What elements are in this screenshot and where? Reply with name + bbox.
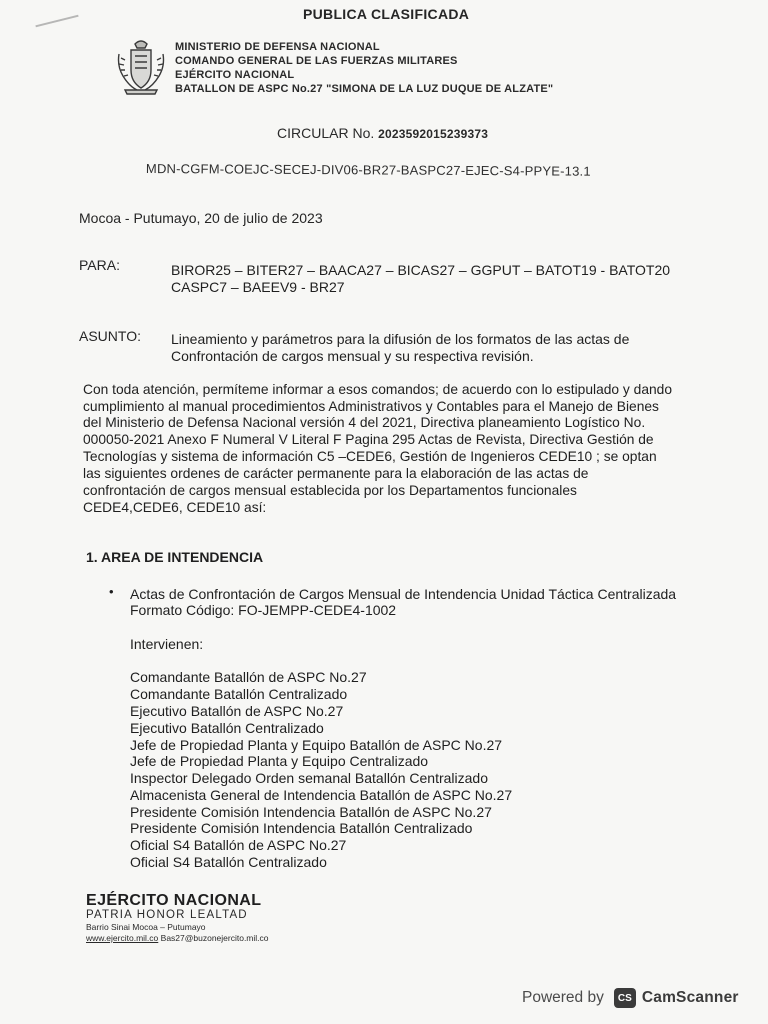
asunto-text-line: Confrontación de cargos mensual y su respectiva revisión. [171,348,534,364]
body-paragraph-line: CEDE4,CEDE6, CEDE10 así: [83,500,267,515]
header-command: COMANDO GENERAL DE LAS FUERZAS MILITARES [175,55,458,67]
body-paragraph-line: 000050-2021 Anexo F Numeral V Literal F Pagina 295 Actas de Revista, Directiva Gestión de [83,432,654,447]
circular-number [277,125,488,141]
body-paragraph-line: las siguientes ordenes de carácter permanente para la elaboración de las actas de [83,466,589,481]
circular-label: CIRCULAR No. [277,125,375,141]
body-paragraph-line: del Ministerio de Defensa Nacional versión 4 del 2021, Directiva planeamiento Logístico No. [83,415,646,430]
military-crest-icon [115,36,167,96]
footer-motto: PATRIA HONOR LEALTAD [86,909,248,921]
para-label: PARA: [79,257,120,273]
footer-address: Barrio Sinai Mocoa – Putumayo [86,922,206,932]
personnel-item: Presidente Comisión Intendencia Batallón de ASPC No.27 [130,804,492,820]
asunto-label: ASUNTO: [79,328,141,344]
powered-by-label: Powered by [522,989,604,1006]
bullet-icon: • [109,584,114,599]
personnel-item: Comandante Batallón de ASPC No.27 [130,669,367,685]
camscanner-badge [522,985,758,1011]
header-army: EJÉRCITO NACIONAL [175,69,295,81]
camscanner-logo-icon: CS [614,988,636,1008]
footer-title: EJÉRCITO NACIONAL [86,892,262,909]
body-paragraph-line: confrontación de cargos mensual establecida por los Departamentos funcionales [83,483,577,498]
personnel-item: Jefe de Propiedad Planta y Equipo Centralizado [130,753,429,769]
personnel-item: Almacenista General de Intendencia Batallón de ASPC No.27 [130,787,513,803]
footer-website-link[interactable]: www.ejercito.mil.co [86,933,159,943]
personnel-item: Ejecutivo Batallón Centralizado [130,720,324,736]
circular-number-value: 2023592015239373 [378,127,489,141]
intervienen-label: Intervienen: [130,636,204,652]
personnel-item: Jefe de Propiedad Planta y Equipo Batallón de ASPC No.27 [130,737,503,753]
footer-email: Bas27@buzonejercito.mil.co [160,933,269,943]
personnel-item: Inspector Delegado Orden semanal Batallón Centralizado [130,770,488,786]
para-recipients-line: CASPC7 – BAEEV9 - BR27 [171,279,345,295]
header-battalion: BATALLON DE ASPC No.27 "SIMONA DE LA LUZ DUQUE DE ALZATE" [175,83,554,95]
personnel-item: Comandante Batallón Centralizado [130,686,348,702]
body-paragraph-line: Con toda atención, permíteme informar a esos comandos; de acuerdo con lo estipulado y dando [83,382,673,397]
section-title: 1. AREA DE INTENDENCIA [86,549,264,565]
reference-code: MDN-CGFM-COEJC-SECEJ-DIV06-BR27-BASPC27-EJEC-S4-PPYE-13.1 [145,161,591,179]
body-paragraph-line: cumplimiento al manual procedimientos Administrativos y Contables para el Manejo de Bienes [83,399,659,414]
personnel-item: Presidente Comisión Intendencia Batallón Centralizado [130,820,473,836]
asunto-text-line: Lineamiento y parámetros para la difusión de los formatos de las actas de [171,331,630,347]
place-date: Mocoa - Putumayo, 20 de julio de 2023 [79,210,323,226]
footer-contact [86,933,269,943]
personnel-item: Oficial S4 Batallón de ASPC No.27 [130,837,347,853]
scan-mark [35,15,78,28]
header-ministry: MINISTERIO DE DEFENSA NACIONAL [175,41,380,53]
acta-title: Actas de Confrontación de Cargos Mensual de Intendencia Unidad Táctica Centralizada [130,586,677,602]
personnel-item: Ejecutivo Batallón de ASPC No.27 [130,703,344,719]
format-code: Formato Código: FO-JEMPP-CEDE4-1002 [130,602,397,618]
camscanner-brand: CamScanner [641,989,739,1006]
personnel-item: Oficial S4 Batallón Centralizado [130,854,327,870]
body-paragraph-line: Tecnologías y sistema de información C5 –CEDE6, Gestión de Ingenieros CEDE10 ; se optan [83,449,657,464]
para-recipients-line: BIROR25 – BITER27 – BAACA27 – BICAS27 – GGPUT – BATOT19 - BATOT20 [171,262,671,278]
classification-label: PUBLICA CLASIFICADA [303,6,470,22]
